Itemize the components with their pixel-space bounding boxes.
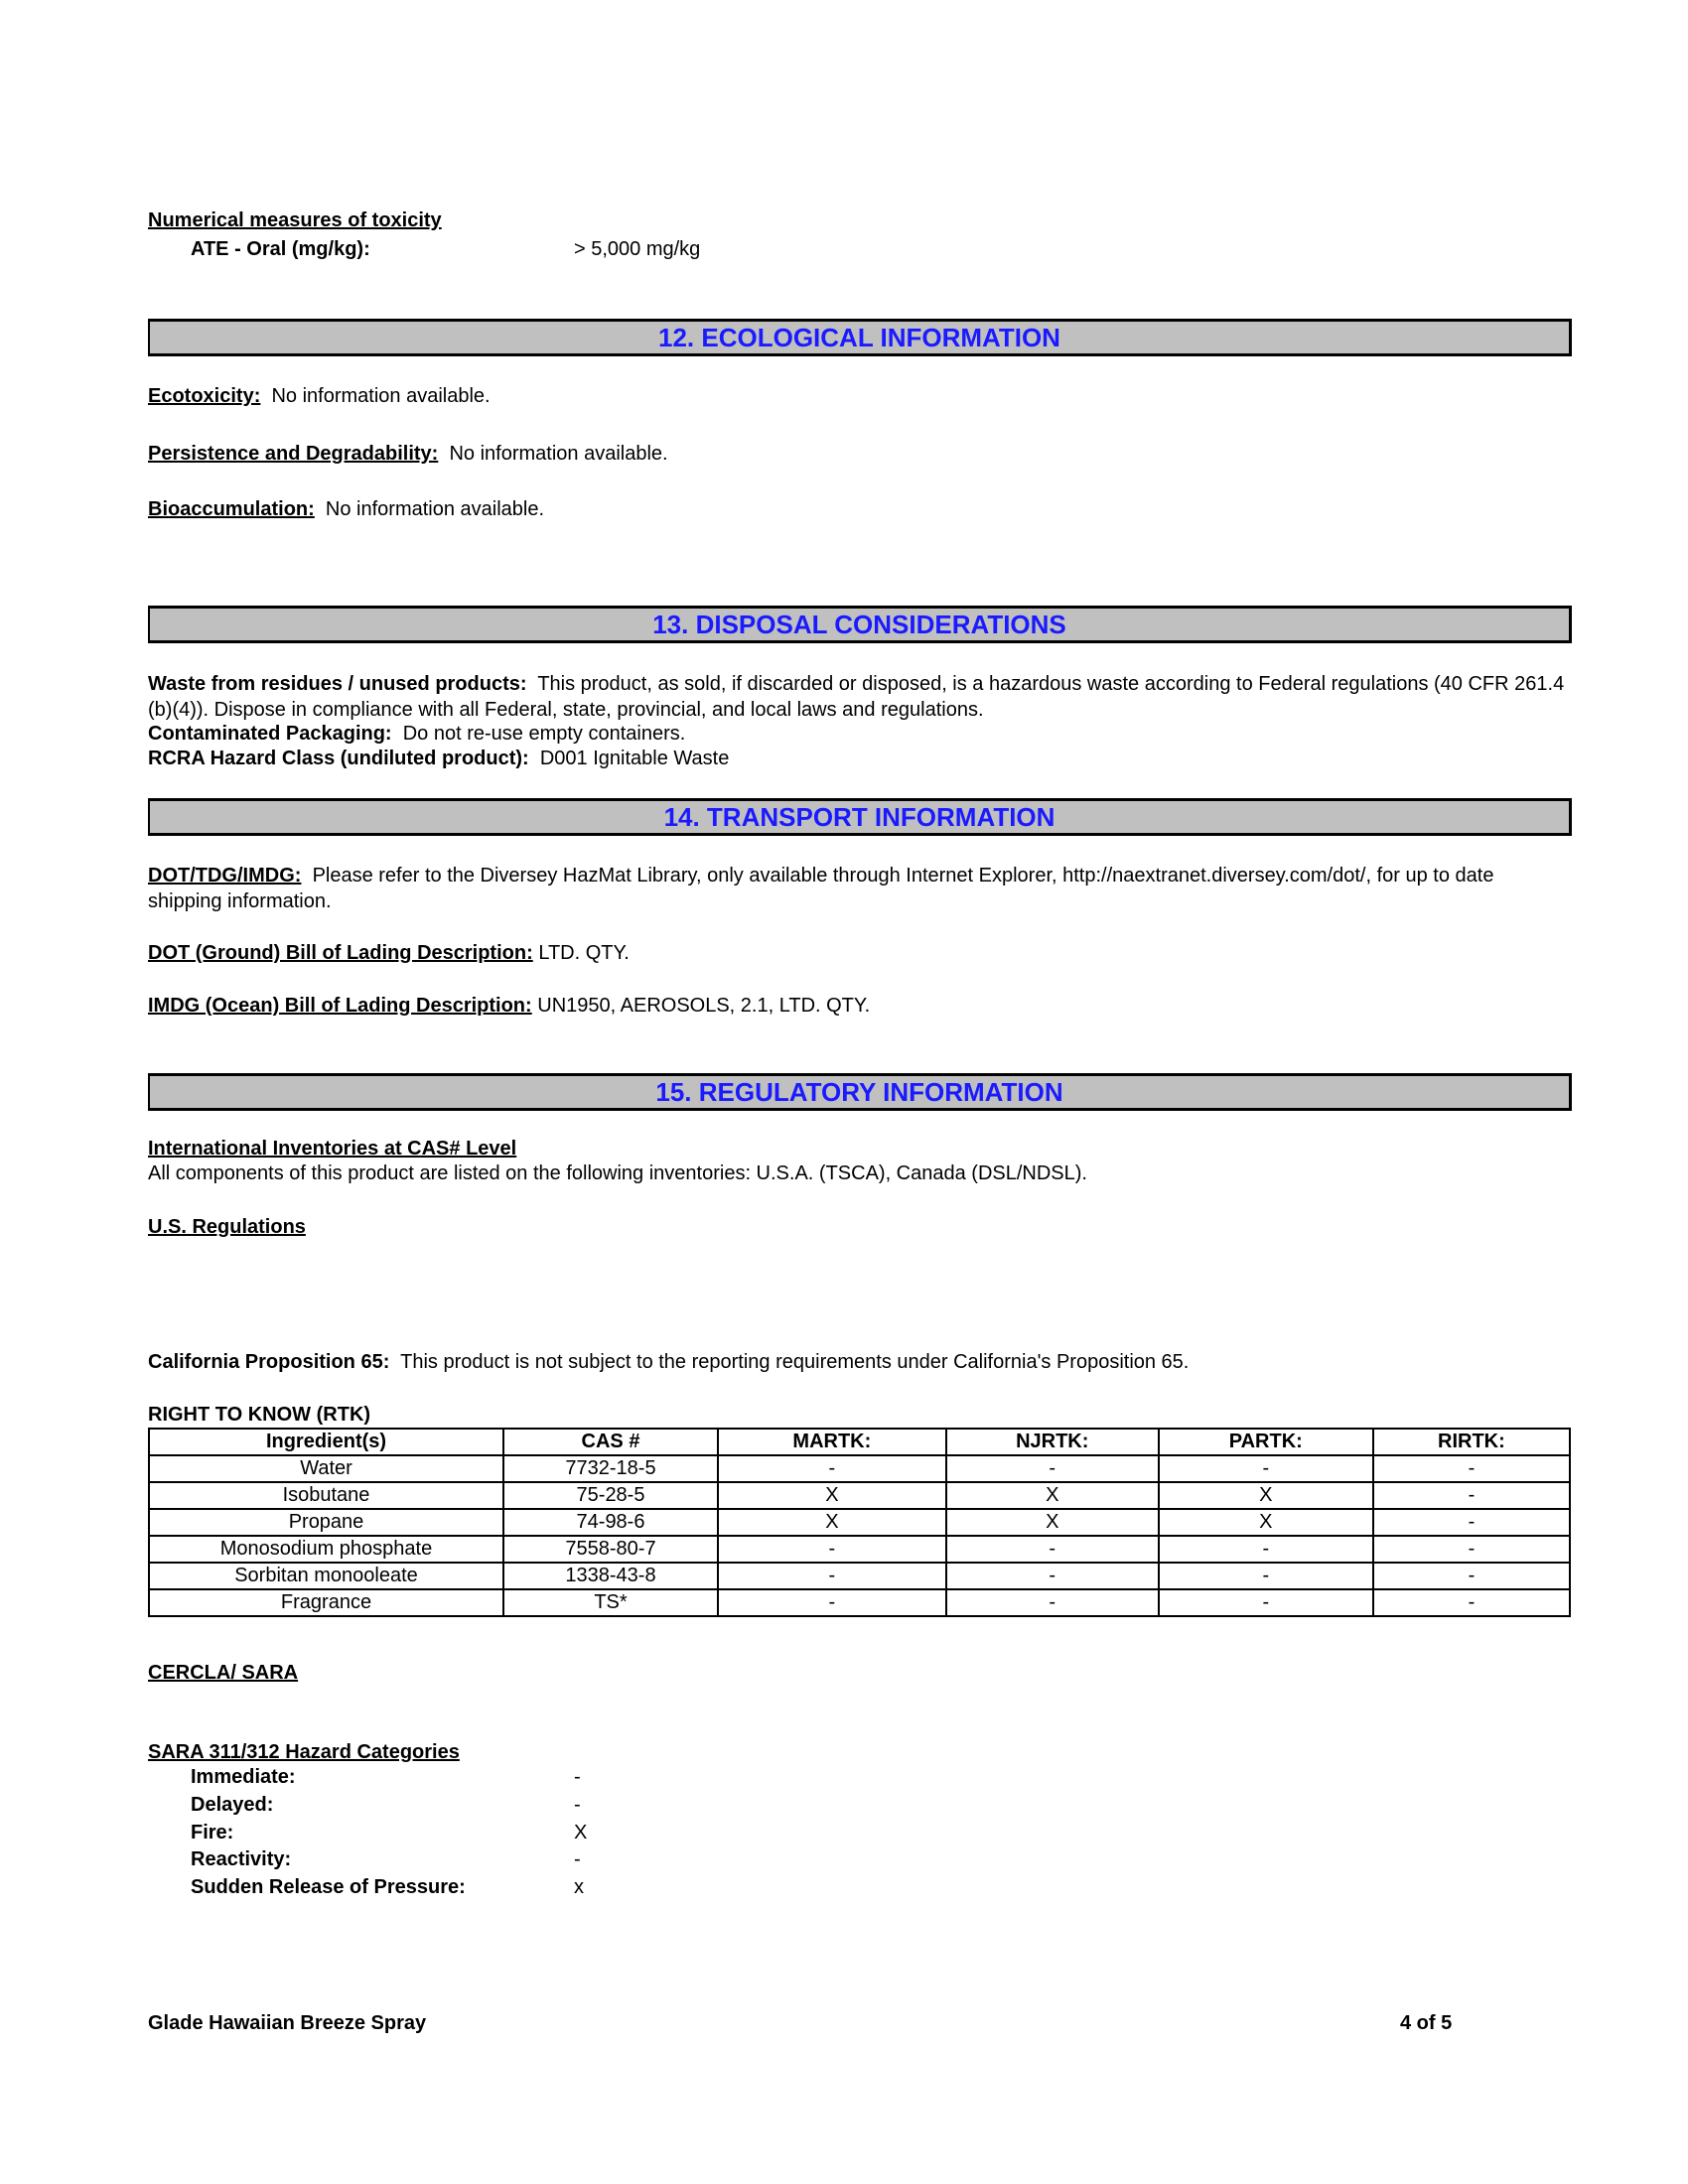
ground-text: LTD. QTY. [538, 942, 630, 964]
sara-category-value: - [574, 1793, 581, 1816]
table-row [149, 1482, 1570, 1509]
col-njrtk: NJRTK: [946, 1429, 1159, 1455]
us-regulations-heading: U.S. Regulations [148, 1216, 306, 1238]
ecotoxicity-value: No information available. [271, 385, 491, 407]
waste-label: Waste from residues / unused products: [148, 673, 527, 695]
waste-text: This product, as sold, if discarded or disposed, is a hazardous waste according to Federal regulations (40 CFR 261.4 (b)(4)). Dispose in compliance with all Federal, state, provincial, and local laws and regulations. [148, 673, 1565, 721]
table-cell: - [946, 1536, 1159, 1563]
packaging-text: Do not re-use empty containers. [402, 723, 686, 745]
bioaccumulation-row [148, 497, 544, 521]
persistence-label: Persistence and Degradability: [148, 443, 439, 465]
table-cell: - [718, 1455, 946, 1482]
persistence-row [148, 442, 668, 466]
table-cell: - [1373, 1455, 1570, 1482]
prop65-label: California Proposition 65: [148, 1351, 390, 1373]
table-cell: - [1159, 1589, 1373, 1616]
sara-category-value: X [574, 1821, 588, 1843]
dot-paragraph [148, 863, 1573, 914]
ecotoxicity-row [148, 384, 491, 408]
packaging-label: Contaminated Packaging: [148, 723, 392, 745]
table-cell: Propane [149, 1509, 503, 1536]
table-cell: - [1373, 1509, 1570, 1536]
table-cell: - [946, 1563, 1159, 1589]
table-cell: X [718, 1482, 946, 1509]
ground-label: DOT (Ground) Bill of Lading Description: [148, 942, 533, 964]
rtk-heading: RIGHT TO KNOW (RTK) [148, 1404, 371, 1426]
table-row [149, 1536, 1570, 1563]
table-cell: 74-98-6 [503, 1509, 718, 1536]
persistence-value: No information available. [449, 443, 668, 465]
sara-category-value: x [574, 1876, 584, 1899]
ate-label: ATE - Oral (mg/kg): [191, 238, 370, 260]
section-15-header: 15. REGULATORY INFORMATION [148, 1073, 1572, 1111]
footer-page-number: 4 of 5 [1400, 2012, 1453, 2034]
col-rirtk: RIRTK: [1373, 1429, 1570, 1455]
col-ingredient: Ingredient(s) [149, 1429, 503, 1455]
table-cell: TS* [503, 1589, 718, 1616]
table-cell: - [1159, 1455, 1373, 1482]
table-cell: - [1159, 1563, 1373, 1589]
sara-category-value: - [574, 1766, 581, 1788]
table-cell: - [1159, 1536, 1373, 1563]
table-cell: - [718, 1589, 946, 1616]
sara-category-label: Immediate: [191, 1766, 296, 1788]
rtk-table [148, 1428, 1571, 1617]
table-cell: 7558-80-7 [503, 1536, 718, 1563]
table-cell: Isobutane [149, 1482, 503, 1509]
cercla-heading: CERCLA/ SARA [148, 1662, 299, 1684]
table-cell: X [1159, 1482, 1373, 1509]
table-cell: 75-28-5 [503, 1482, 718, 1509]
table-row [149, 1589, 1570, 1616]
dot-label: DOT/TDG/IMDG: [148, 865, 302, 887]
sara-category-label: Fire: [191, 1821, 234, 1843]
table-cell: - [718, 1536, 946, 1563]
rcra-label: RCRA Hazard Class (undiluted product): [148, 748, 529, 769]
ocean-row [148, 994, 870, 1018]
ecotoxicity-label: Ecotoxicity: [148, 385, 261, 407]
packaging-row [148, 722, 685, 746]
table-cell: - [718, 1563, 946, 1589]
rcra-row [148, 747, 729, 770]
prop65-row [148, 1350, 1189, 1374]
table-cell: - [946, 1589, 1159, 1616]
sara-category-label: Reactivity: [191, 1848, 292, 1871]
sara-heading: SARA 311/312 Hazard Categories [148, 1741, 460, 1763]
prop65-text: This product is not subject to the reporting requirements under California's Proposition 65. [400, 1351, 1190, 1373]
ate-value: > 5,000 mg/kg [574, 238, 701, 260]
table-cell: Fragrance [149, 1589, 503, 1616]
rcra-text: D001 Ignitable Waste [539, 748, 730, 769]
table-cell: - [1373, 1536, 1570, 1563]
table-row [149, 1455, 1570, 1482]
intl-heading: International Inventories at CAS# Level [148, 1138, 517, 1160]
bioaccumulation-label: Bioaccumulation: [148, 498, 315, 520]
table-cell: - [1373, 1589, 1570, 1616]
table-cell: - [1373, 1563, 1570, 1589]
table-cell: - [1373, 1482, 1570, 1509]
dot-text: Please refer to the Diversey HazMat Library, only available through Internet Explorer, http://naextranet.diversey.com/dot/, for up to date shipping information. [148, 865, 1494, 912]
table-cell: X [718, 1509, 946, 1536]
ground-row [148, 941, 630, 965]
table-cell: 7732-18-5 [503, 1455, 718, 1482]
sara-category-value: - [574, 1848, 581, 1871]
sara-category-label: Delayed: [191, 1793, 274, 1816]
col-martk: MARTK: [718, 1429, 946, 1455]
toxicity-heading: Numerical measures of toxicity [148, 209, 442, 231]
section-14-header: 14. TRANSPORT INFORMATION [148, 798, 1572, 836]
table-row [149, 1509, 1570, 1536]
table-cell: X [946, 1482, 1159, 1509]
waste-paragraph [148, 671, 1573, 723]
table-cell: X [1159, 1509, 1373, 1536]
section-12-header: 12. ECOLOGICAL INFORMATION [148, 319, 1572, 356]
footer-product: Glade Hawaiian Breeze Spray [148, 2012, 427, 2034]
ocean-label: IMDG (Ocean) Bill of Lading Description: [148, 995, 532, 1017]
table-cell: Monosodium phosphate [149, 1536, 503, 1563]
table-cell: X [946, 1509, 1159, 1536]
section-13-header: 13. DISPOSAL CONSIDERATIONS [148, 606, 1572, 643]
table-cell: Water [149, 1455, 503, 1482]
ocean-text: UN1950, AEROSOLS, 2.1, LTD. QTY. [537, 995, 871, 1017]
intl-text: All components of this product are listed on the following inventories: U.S.A. (TSCA), Canada (DSL/NDSL). [148, 1162, 1087, 1184]
bioaccumulation-value: No information available. [325, 498, 545, 520]
table-cell: Sorbitan monooleate [149, 1563, 503, 1589]
table-cell: - [946, 1455, 1159, 1482]
sara-category-label: Sudden Release of Pressure: [191, 1876, 466, 1899]
rtk-header-row [149, 1429, 1570, 1455]
table-cell: 1338-43-8 [503, 1563, 718, 1589]
table-row [149, 1563, 1570, 1589]
col-cas: CAS # [503, 1429, 718, 1455]
col-partk: PARTK: [1159, 1429, 1373, 1455]
